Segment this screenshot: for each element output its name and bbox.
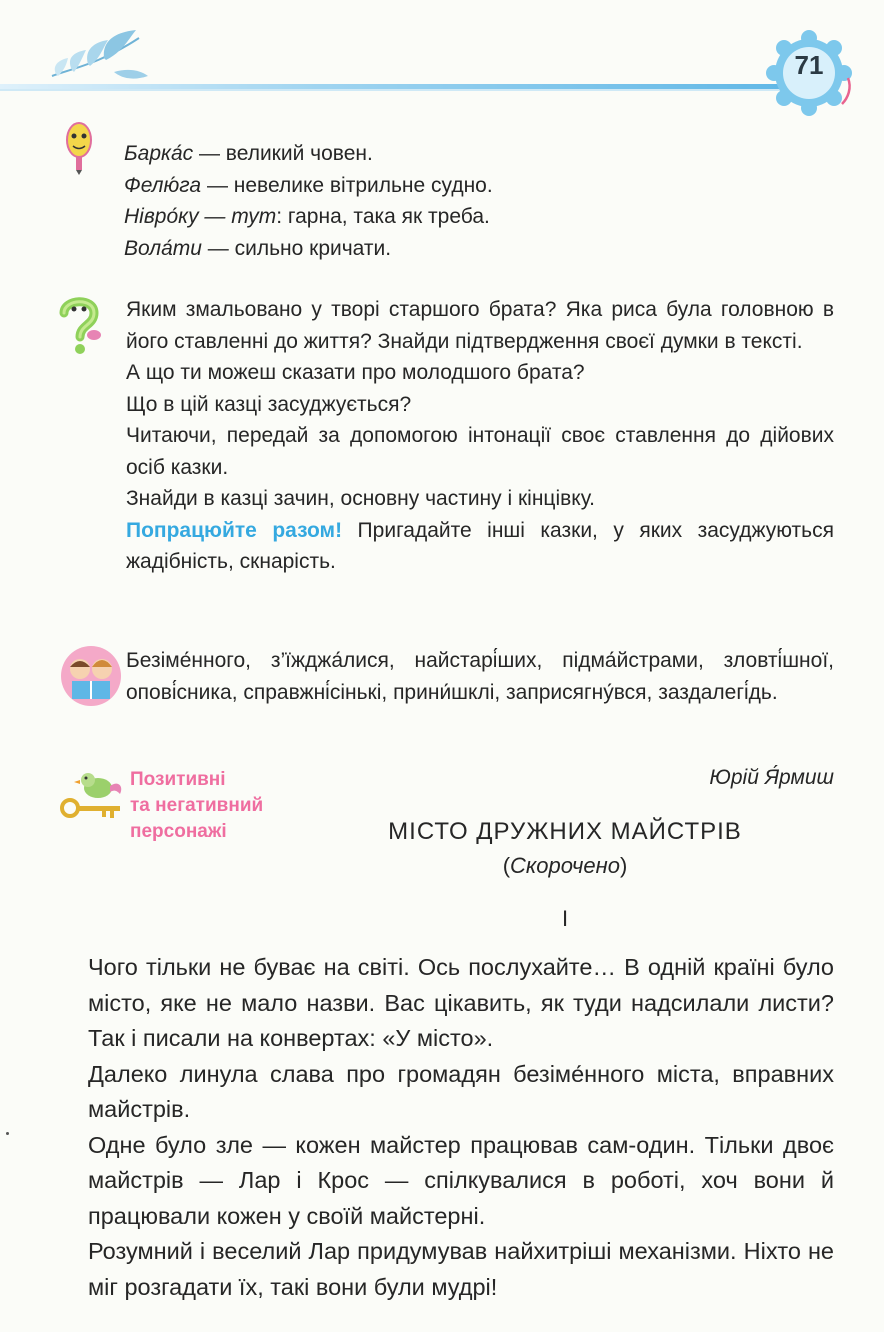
rubric-line: персонажі [130, 821, 227, 842]
bird-key-icon [58, 766, 128, 822]
work-together-label: Попрацюйте разом! [126, 518, 343, 542]
question: А що ти можеш сказати про молодшого брата? [126, 361, 585, 384]
story-paragraph: Чого тільки не буває на світі. Ось послухайте… В одній країні було місто, яке не мало назви. Вас цікавить, як туди надсилали листи? Так і писали на конвертах: «У місто». [88, 954, 834, 1051]
header-line-sub [0, 89, 780, 91]
question: Яким змальовано у творі старшого брата? Яка риса була головною в його ставленні до життя? Знайди підтвердження своєї думки в тексті. [126, 298, 834, 353]
rubric [130, 767, 263, 845]
glossary-definition: — сильно кричати. [201, 236, 392, 260]
glossary-term: Барка́с [124, 142, 194, 165]
story-paragraph: Далеко линула слава про громадян безіме́нного міста, вправних майстрів. [88, 1060, 834, 1122]
stressed-words: Безіме́нного, з’їжджа́лися, найстарі́ших, підма́йстрами, зловті́шної, опові́сника, справжні́сінькі, прини́шклі, заприсягну́вся, заздалегі́дь. [126, 649, 834, 704]
kids-reading-icon [60, 645, 122, 707]
glossary-row [124, 170, 493, 202]
glossary-definition: — невелике вітрильне судно. [201, 173, 493, 197]
question-icon [56, 295, 102, 357]
question: Читаючи, передай за допомогою інтонації своє ставлення до дійових осіб казки. [126, 424, 834, 479]
rubric-line: та негативний [130, 795, 264, 816]
page-number: 71 [794, 50, 824, 80]
glossary-definition: — великий човен. [193, 142, 373, 165]
glossary-definition: : гарна, така як треба. [276, 205, 490, 228]
question: Знайди в казці зачин, основну частину і кінцівку. [126, 487, 595, 510]
story-text [88, 950, 834, 1305]
author: Юрій Я́рмиш [709, 766, 834, 789]
glossary-term: Вола́ти [124, 236, 202, 260]
story-subtitle: (Скорочено) [502, 853, 628, 878]
glossary-icon [62, 120, 96, 176]
print-speck [6, 1132, 9, 1135]
glossary-row [124, 233, 493, 265]
feather-icon [44, 28, 154, 84]
question: Що в цій казці засуджується? [126, 392, 412, 416]
rubric-line: Позитивні [130, 769, 226, 790]
glossary-term: Нівро́ку — тут [124, 205, 277, 228]
question [126, 515, 834, 578]
questions [126, 294, 834, 578]
part-number: I [561, 906, 569, 931]
story-paragraph: Одне було зле — кожен майстер працював сам-один. Тільки двоє майстрів — Лар і Крос — спілкувалися в роботі, хоч вони й працювали кожен у своїй майстерні. [88, 1131, 834, 1229]
story-title: МІСТО ДРУЖНИХ МАЙСТРІВ [388, 818, 742, 845]
subtitle-text: Скорочено [510, 853, 620, 878]
story-paragraph: Розумний і веселий Лар придумував найхитріші механізми. Ніхто не міг розгадати їх, такі вони були мудрі! [88, 1238, 834, 1300]
glossary-term: Фелю́га [124, 173, 202, 197]
glossary-row [124, 138, 493, 170]
question-text: Пригадайте інші казки, у яких засуджуються жадібність, скнарість. [126, 518, 834, 573]
glossary [124, 138, 493, 264]
glossary-row [124, 201, 493, 233]
